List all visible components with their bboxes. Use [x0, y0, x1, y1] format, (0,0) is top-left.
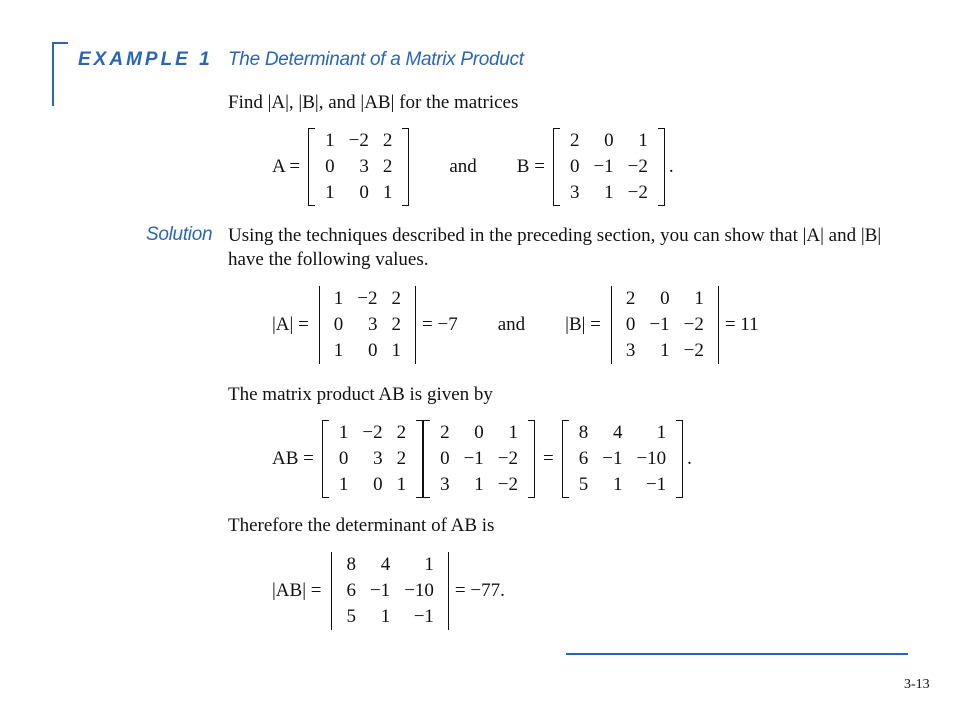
- matrix-cell: 5: [346, 606, 356, 627]
- det-b-matrix: [609, 286, 721, 364]
- matrix-cell: 0: [569, 156, 580, 177]
- matrix-cell: 1: [333, 340, 344, 361]
- matrix-cell: −2: [627, 156, 648, 177]
- matrix-table: [433, 420, 525, 498]
- matrix-cell: 6: [346, 580, 356, 601]
- matrix-cell: 5: [578, 474, 589, 495]
- matrix-ab: [562, 420, 683, 498]
- matrix-a-label: A =: [272, 156, 301, 177]
- matrix-cell: 1: [694, 288, 704, 309]
- matrix-cell: −2: [683, 314, 704, 335]
- matrix-row: [433, 472, 525, 498]
- matrix-cell: −2: [627, 182, 648, 203]
- matrix-cell: 1: [382, 182, 393, 203]
- matrix-cell: 2: [396, 448, 407, 469]
- matrix-table: [318, 128, 399, 206]
- and-text: and: [449, 156, 477, 177]
- matrix-cell: 0: [373, 474, 383, 495]
- matrix-cell: 0: [474, 422, 484, 443]
- matrix-cell: 1: [660, 340, 670, 361]
- matrix-cell: 3: [569, 182, 580, 203]
- matrix-cell: −1: [463, 448, 484, 469]
- matrix-cell: 1: [338, 474, 349, 495]
- matrix-cell: 2: [625, 288, 636, 309]
- matrix-row: [339, 578, 440, 604]
- matrix-cell: 6: [578, 448, 589, 469]
- matrix-row: [318, 180, 399, 206]
- det-b-label: |B| =: [565, 314, 601, 335]
- matrix-cell: −2: [683, 340, 704, 361]
- period: .: [668, 156, 674, 177]
- matrix-table: [332, 420, 413, 498]
- matrix-cell: −1: [602, 448, 623, 469]
- matrix-row: [327, 338, 408, 364]
- matrix-row: [619, 312, 711, 338]
- matrix-cell: 3: [359, 156, 369, 177]
- matrix-cell: −1: [413, 606, 434, 627]
- matrix-cell: 4: [380, 554, 391, 575]
- matrix-cell: 1: [391, 340, 402, 361]
- matrix-cell: 3: [440, 474, 450, 495]
- matrix-cell: 1: [338, 422, 349, 443]
- matrix-cell: −2: [497, 474, 519, 495]
- matrix-table: [563, 128, 655, 206]
- matrix-cell: 2: [382, 130, 393, 151]
- matrix-cell: 4: [612, 422, 623, 443]
- matrix-row: [332, 472, 413, 498]
- matrix-cell: 1: [380, 606, 391, 627]
- matrix-cell: 0: [333, 314, 344, 335]
- matrix-table: [572, 420, 673, 498]
- solution-text-1: Using the techniques described in the preceding section, you can show that |A| and |B| have the following values.: [228, 225, 882, 270]
- matrix-cell: −2: [362, 422, 383, 443]
- example-prompt: Find |A|, |B|, and |AB| for the matrices: [228, 92, 519, 113]
- and-text-2: and: [497, 314, 526, 335]
- matrix-cell: 8: [578, 422, 589, 443]
- matrix-row: [433, 420, 525, 446]
- matrix-cell: 1: [325, 130, 335, 151]
- matrix-cell: 2: [391, 314, 402, 335]
- matrix-cell: 8: [346, 554, 356, 575]
- matrix-row: [619, 286, 711, 312]
- product-matrix-a: [322, 420, 423, 498]
- equals-sign: =: [543, 448, 554, 469]
- matrix-table: [619, 286, 711, 364]
- matrix-cell: 3: [373, 448, 383, 469]
- matrix-cell: 2: [440, 422, 450, 443]
- matrix-cell: 0: [368, 340, 378, 361]
- matrix-product: [272, 420, 692, 498]
- example-bracket-decoration: [52, 42, 68, 106]
- matrix-cell: −1: [369, 580, 391, 601]
- matrix-row: [563, 128, 655, 154]
- solution-label: Solution: [146, 224, 213, 245]
- matrix-cell: 0: [359, 182, 369, 203]
- matrix-cell: 0: [604, 130, 614, 151]
- matrix-row: [327, 312, 408, 338]
- example-label: EXAMPLE 1: [78, 49, 213, 70]
- period-2: .: [687, 448, 692, 469]
- matrix-cell: 2: [391, 288, 402, 309]
- page-number: 3-13: [904, 677, 930, 692]
- det-a-label: |A| =: [272, 314, 309, 335]
- matrix-cell: 1: [656, 422, 667, 443]
- matrix-row: [327, 286, 408, 312]
- matrix-cell: −2: [497, 448, 519, 469]
- matrix-cell: 1: [424, 554, 434, 575]
- matrix-cell: 0: [660, 288, 670, 309]
- matrix-cell: −1: [593, 156, 614, 177]
- det-b-result: = 11: [724, 314, 759, 335]
- matrix-row: [318, 128, 399, 154]
- solution-text-2: The matrix product AB is given by: [228, 384, 493, 405]
- solution-text-3: Therefore the determinant of AB is: [228, 515, 495, 536]
- matrix-row: [318, 154, 399, 180]
- det-ab-matrix: [329, 552, 450, 630]
- matrix-row: [563, 154, 655, 180]
- matrix-row: [563, 180, 655, 206]
- matrix-cell: −2: [357, 288, 378, 309]
- matrix-cell: 1: [508, 422, 519, 443]
- matrix-row: [572, 446, 673, 472]
- ab-label: AB =: [272, 448, 314, 469]
- matrix-cell: 2: [382, 156, 393, 177]
- matrix-cell: 1: [325, 182, 335, 203]
- matrix-row: [572, 420, 673, 446]
- matrix-b-label: B =: [516, 156, 545, 177]
- matrix-cell: −10: [636, 448, 667, 469]
- matrix-cell: 2: [569, 130, 580, 151]
- matrix-a: [308, 128, 409, 206]
- det-ab-label: |AB| =: [272, 580, 322, 601]
- footer-rule: [566, 653, 908, 655]
- matrix-cell: −2: [348, 130, 369, 151]
- matrix-row: [433, 446, 525, 472]
- matrix-row: [572, 472, 673, 498]
- matrix-row: [339, 552, 440, 578]
- matrix-cell: 2: [396, 422, 407, 443]
- matrix-definitions: [272, 128, 674, 206]
- matrix-cell: −10: [404, 580, 434, 601]
- matrix-cell: 3: [368, 314, 378, 335]
- matrix-cell: 1: [474, 474, 484, 495]
- matrix-cell: 0: [440, 448, 450, 469]
- product-matrix-b: [423, 420, 535, 498]
- det-a-matrix: [317, 286, 418, 364]
- matrix-row: [332, 420, 413, 446]
- matrix-cell: 1: [612, 474, 623, 495]
- det-ab-result: = −77.: [454, 580, 505, 601]
- det-a-result: = −7: [422, 314, 458, 335]
- example-title: The Determinant of a Matrix Product: [228, 49, 524, 70]
- matrix-cell: 1: [604, 182, 614, 203]
- matrix-cell: −1: [645, 474, 667, 495]
- matrix-cell: 0: [325, 156, 335, 177]
- matrix-cell: 3: [625, 340, 636, 361]
- matrix-b: [553, 128, 665, 206]
- determinants-a-b: [272, 286, 759, 364]
- matrix-cell: 1: [638, 130, 648, 151]
- determinant-ab: [272, 552, 505, 630]
- matrix-cell: 1: [396, 474, 407, 495]
- matrix-row: [332, 446, 413, 472]
- matrix-cell: 0: [338, 448, 349, 469]
- matrix-table: [327, 286, 408, 364]
- matrix-row: [339, 604, 440, 630]
- matrix-table: [339, 552, 440, 630]
- matrix-cell: 0: [625, 314, 636, 335]
- matrix-cell: −1: [649, 314, 670, 335]
- matrix-cell: 1: [333, 288, 344, 309]
- matrix-row: [619, 338, 711, 364]
